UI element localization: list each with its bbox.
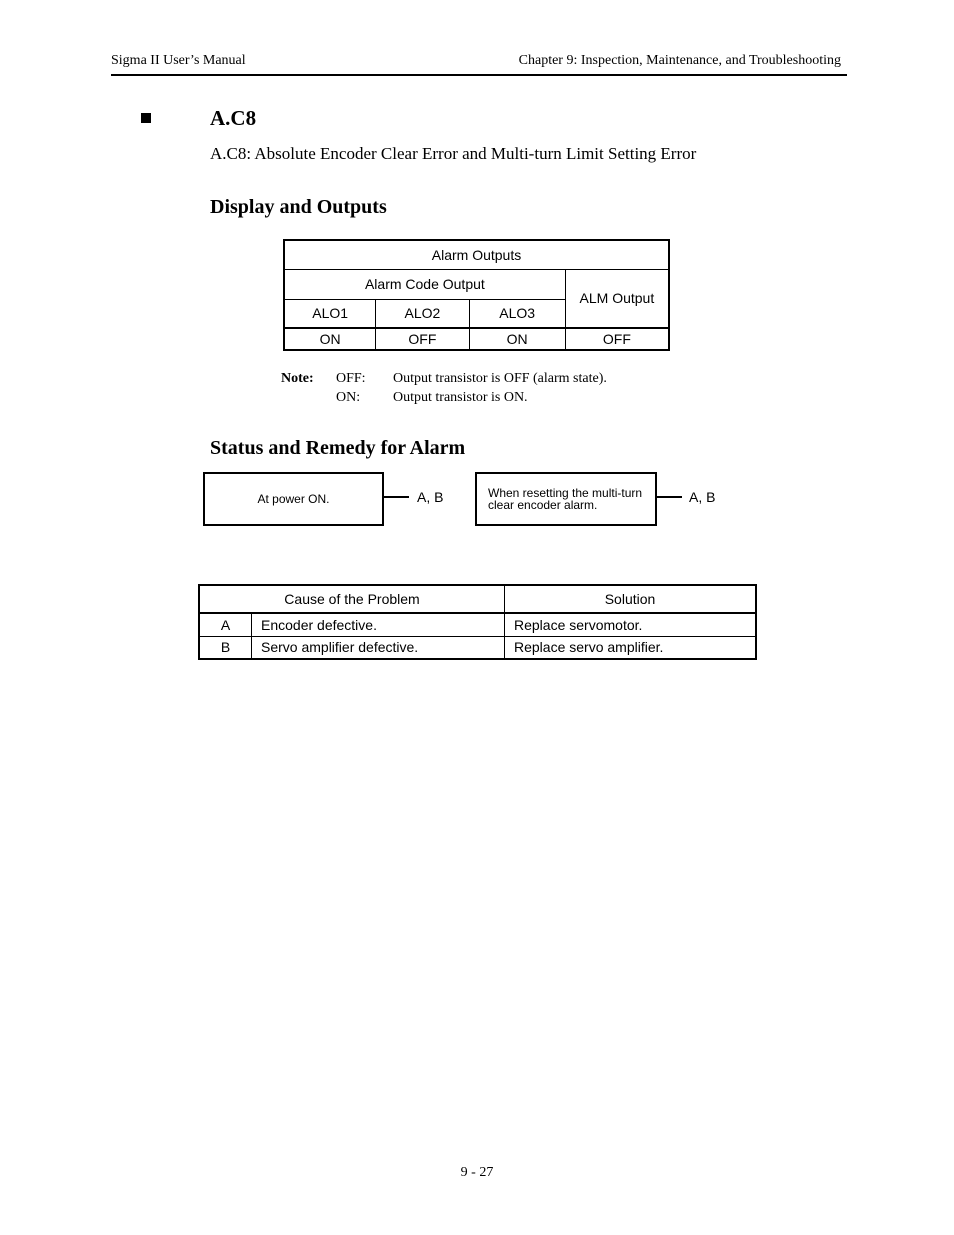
alarm-outputs-table (283, 239, 670, 351)
section-description: A.C8: Absolute Encoder Clear Error and Multi-turn Limit Setting Error (210, 144, 697, 163)
note-term-on: ON: (336, 390, 361, 405)
square-bullet-icon (141, 113, 151, 123)
alo1-value: ON (284, 328, 376, 350)
display-outputs-heading: Display and Outputs (210, 196, 387, 218)
row-solution: Replace servo amplifier. (505, 636, 757, 659)
row-id: A (199, 613, 252, 636)
row-solution: Replace servomotor. (505, 613, 757, 636)
solution-header: Solution (505, 585, 757, 613)
note-term-off: OFF: (336, 371, 366, 386)
page-number: 9 - 27 (460, 1165, 494, 1180)
alo2-value: OFF (376, 328, 469, 350)
alo1-header: ALO1 (284, 299, 376, 328)
row-id: B (199, 636, 252, 659)
header-rule (111, 74, 847, 76)
cause-header: Cause of the Problem (199, 585, 505, 613)
row-cause: Servo amplifier defective. (252, 636, 505, 659)
alarm-code-output-header: Alarm Code Output (284, 269, 565, 299)
note-text-off: Output transistor is OFF (alarm state). (393, 371, 607, 386)
table-row (199, 636, 756, 659)
row-cause: Encoder defective. (252, 613, 505, 636)
connector-line (382, 496, 409, 498)
connector-line (655, 496, 682, 498)
alo3-header: ALO3 (469, 299, 565, 328)
status-box-resetting-causes: A, B (689, 489, 716, 505)
note-text-on: Output transistor is ON. (393, 390, 528, 405)
note-label: Note: (281, 371, 314, 386)
status-remedy-heading: Status and Remedy for Alarm (210, 437, 466, 459)
manual-title: Sigma II User’s Manual (111, 53, 246, 68)
status-box-power-on-causes: A, B (417, 489, 444, 505)
alo2-header: ALO2 (376, 299, 469, 328)
status-box-resetting (475, 472, 657, 526)
status-box-resetting-text: When resetting the multi-turn clear encoder alarm. (488, 486, 643, 512)
chapter-title: Chapter 9: Inspection, Maintenance, and Troubleshooting (518, 53, 841, 68)
alm-output-header: ALM Output (565, 269, 669, 328)
status-box-power-on (203, 472, 384, 526)
alm-output-value: OFF (565, 328, 669, 350)
alarm-outputs-header: Alarm Outputs (284, 240, 669, 269)
table-row (199, 613, 756, 636)
alo3-value: ON (469, 328, 565, 350)
cause-solution-table (198, 584, 757, 660)
section-title: A.C8 (210, 106, 257, 130)
status-box-power-on-text: At power ON. (257, 492, 330, 506)
